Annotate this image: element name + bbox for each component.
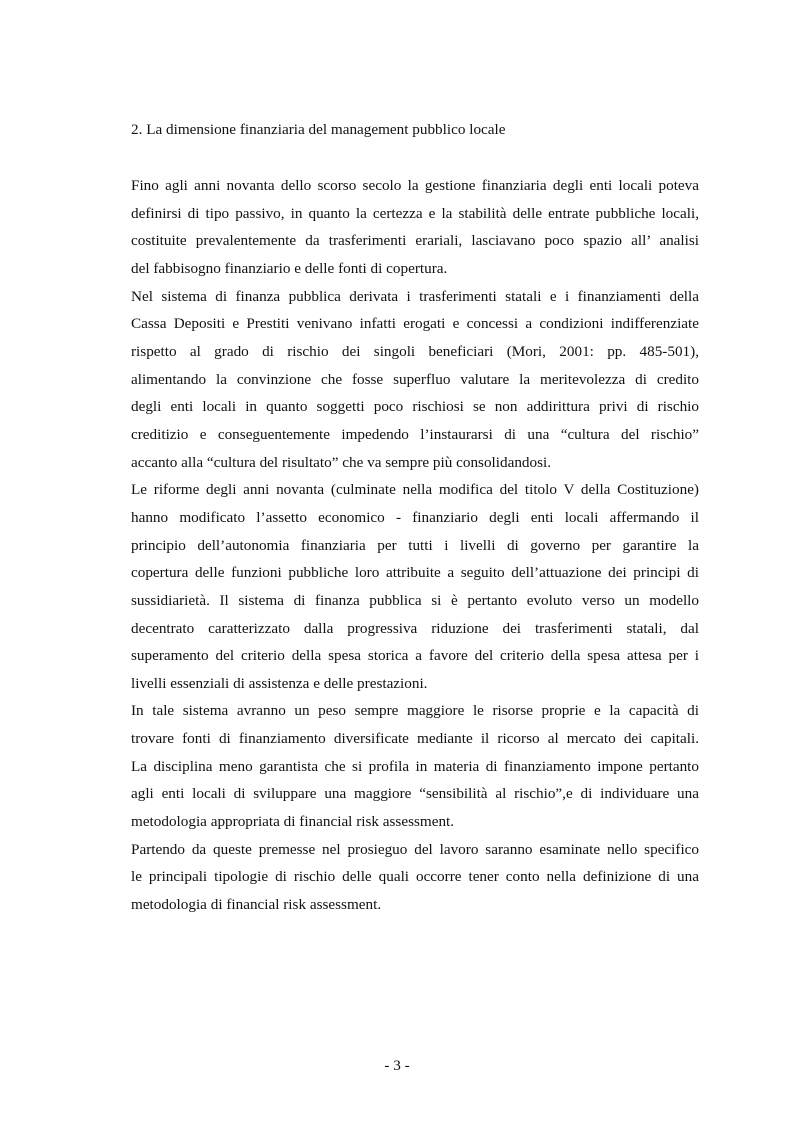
text-line: hanno modificato l’assetto economico - finanziario degli enti locali affermando il — [131, 508, 699, 526]
text-line: del fabbisogno finanziario e delle fonti di copertura. — [131, 259, 448, 277]
page-number: - 3 - — [384, 1057, 410, 1074]
section-heading: 2. La dimensione finanziaria del management pubblico locale — [131, 121, 506, 138]
text-line: agli enti locali di sviluppare una maggiore “sensibilità al rischio”,e di individuare una — [131, 785, 699, 803]
text-line: trovare fonti di finanziamento diversificate mediante il ricorso al mercato dei capitali. — [131, 730, 699, 748]
text-line: metodologia appropriata di financial risk assessment. — [131, 813, 455, 831]
text-line: definirsi di tipo passivo, in quanto la certezza e la stabilità delle entrate pubbliche locali, — [131, 204, 699, 222]
text-line: accanto alla “cultura del risultato” che va sempre più consolidandosi. — [131, 453, 552, 471]
text-line: copertura delle funzioni pubbliche loro attribuite a seguito dell’attuazione dei principi di — [131, 564, 699, 582]
text-line: livelli essenziali di assistenza e delle prestazioni. — [131, 674, 428, 692]
text-line: Partendo da queste premesse nel prosieguo del lavoro saranno esaminate nello specifico — [131, 840, 699, 858]
text-line: sussidiarietà. Il sistema di finanza pubblica si è pertanto evoluto verso un modello — [131, 591, 699, 609]
text-line: alimentando la convinzione che fosse superfluo valutare la meritevolezza di credito — [131, 370, 699, 388]
text-line: degli enti locali in quanto soggetti poco rischiosi se non addirittura privi di rischio — [131, 398, 699, 416]
text-line: le principali tipologie di rischio delle quali occorre tener conto nella definizione di una — [131, 868, 699, 886]
text-line: decentrato caratterizzato dalla progressiva riduzione dei trasferimenti statali, dal — [131, 619, 699, 637]
text-line: Cassa Depositi e Prestiti venivano infatti erogati e concessi a condizioni indifferenziate — [131, 315, 699, 333]
text-line: metodologia di financial risk assessment. — [131, 896, 382, 914]
text-line: Fino agli anni novanta dello scorso secolo la gestione finanziaria degli enti locali poteva — [131, 177, 699, 194]
text-line: creditizio e conseguentemente impedendo l’instaurarsi di una “cultura del rischio” — [131, 425, 699, 443]
text-line: Nel sistema di finanza pubblica derivata i trasferimenti statali e i finanziamenti della — [131, 287, 699, 305]
text-line: La disciplina meno garantista che si profila in materia di finanziamento impone pertanto — [131, 757, 699, 775]
text-line: superamento del criterio della spesa storica a favore del criterio della spesa attesa per i — [131, 647, 699, 665]
text-line: Le riforme degli anni novanta (culminate nella modifica del titolo V della Costituzione) — [131, 481, 699, 499]
text-line: rispetto al grado di rischio dei singoli beneficiari (Mori, 2001: pp. 485-501), — [131, 342, 699, 360]
text-line: principio dell’autonomia finanziaria per tutti i livelli di governo per garantire la — [131, 536, 699, 554]
text-line: In tale sistema avranno un peso sempre maggiore le risorse proprie e la capacità di — [131, 702, 699, 720]
body-text — [131, 176, 699, 923]
text-line: costituite prevalentemente da trasferimenti erariali, lasciavano poco spazio all’ analisi — [131, 232, 699, 250]
